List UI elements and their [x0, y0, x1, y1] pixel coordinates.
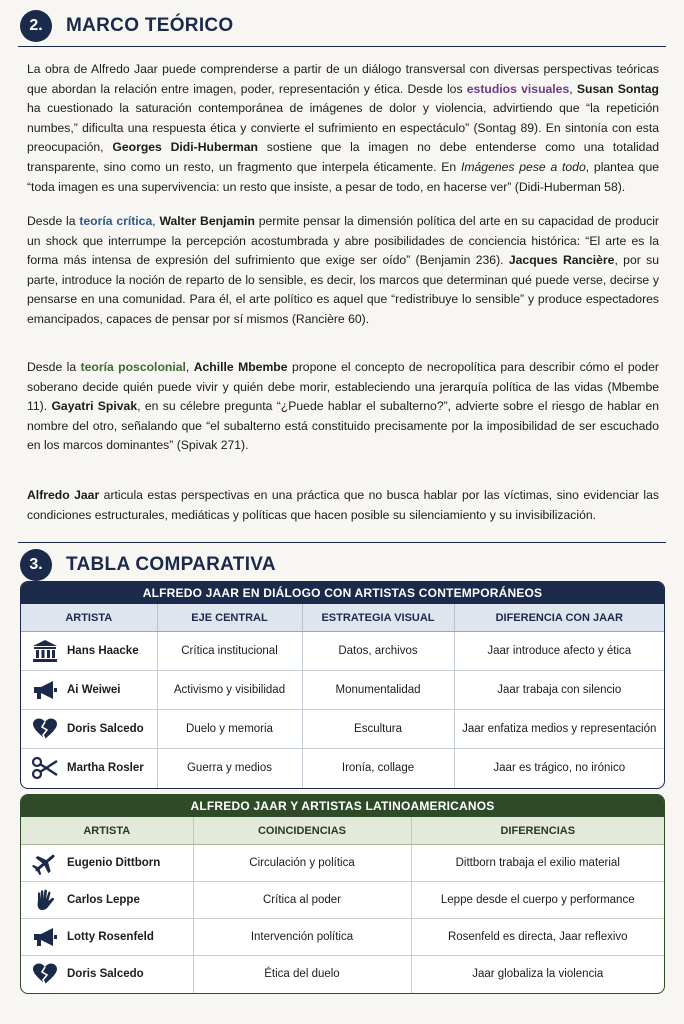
cell: Jaar trabaja con silencio: [454, 671, 664, 710]
section-2-header: [18, 10, 666, 47]
cell: Activismo y visibilidad: [157, 671, 302, 710]
table-row: [21, 956, 664, 993]
paragraph-jaar-summary: [27, 486, 659, 525]
cell: Leppe desde el cuerpo y performance: [411, 882, 664, 919]
artist-name: Eugenio Dittborn: [67, 857, 161, 869]
airplane-icon: [31, 851, 59, 875]
text: , plantea que “toda imagen es una supervivencia: un resto que insiste, a pesar de todo, en hacerse ver” (Didi-Huberman 58).: [27, 159, 660, 194]
cell: Dittborn trabaja el exilio material: [411, 845, 664, 882]
cell: Datos, archivos: [302, 632, 454, 671]
column-header: COINCIDENCIAS: [193, 817, 411, 845]
broken-heart-icon: [31, 717, 59, 741]
table-row: [21, 749, 664, 788]
paragraph-visual-studies: [27, 60, 659, 197]
paragraph-critical-theory: [27, 212, 659, 330]
section-3-header: [18, 542, 666, 577]
cell: Crítica al poder: [193, 882, 411, 919]
scissors-icon: [31, 756, 59, 780]
text: Desde la: [27, 214, 80, 228]
table-row: [21, 845, 664, 882]
table-row: [21, 882, 664, 919]
column-header: ESTRATEGIA VISUAL: [302, 604, 454, 632]
table: [21, 817, 664, 993]
name-benjamin: Walter Benjamin: [159, 214, 255, 228]
artist-name: Doris Salcedo: [67, 968, 144, 981]
cell: Guerra y medios: [157, 749, 302, 788]
artist-cell: [21, 710, 157, 749]
name-spivak: Gayatri Spivak: [51, 399, 138, 414]
artist-name: Doris Salcedo: [67, 723, 144, 735]
artist-cell: [21, 632, 157, 671]
table-banner: ALFREDO JAAR Y ARTISTAS LATINOAMERICANOS: [21, 795, 664, 817]
cell: Duelo y memoria: [157, 710, 302, 749]
section-title: MARCO TEÓRICO: [66, 15, 234, 36]
megaphone-icon: [31, 925, 59, 949]
artist-cell: [21, 882, 193, 919]
text: , por su parte, introduce la noción de reparto de lo sensible, es decir, los marcos que determinan qué puede verse, decirse y pensarse en una comunidad. Para él, el arte político es aquel que “redistribuye lo sensible” y produce espectadores emancipados, capaces de pensar por sí mismos (Rancière 60).: [27, 253, 660, 326]
section-number-badge: 2.: [20, 10, 52, 42]
cell: Monumentalidad: [302, 671, 454, 710]
text: articula estas perspectivas en una práctica que no busca hablar por las víctimas, sino evidenciar las condiciones estructurales, mediáticas y políticas que hacen posible su silenciamiento y su invisibilización.: [27, 488, 659, 522]
name-didi-huberman: Georges Didi-Huberman: [112, 140, 258, 155]
cell: Ética del duelo: [193, 956, 411, 993]
text: , en su célebre pregunta “¿Puede hablar el subalterno?”, advierte sobre el riesgo de hablar en nombre del otro, señalando que “el subalterno está constituido precisamente por la imposibilidad de ser escuchado en los marcos dominantes” (Spivak 271).: [27, 399, 659, 453]
table-row: [21, 632, 664, 671]
artist-cell: [21, 749, 157, 788]
keyword-teoria-critica: teoría crítica: [79, 214, 153, 228]
cell: Jaar es trágico, no irónico: [493, 762, 626, 775]
table-row: [21, 710, 664, 749]
column-header: DIFERENCIA CON JAAR: [454, 604, 664, 632]
name-ranciere: Jacques Rancière: [508, 253, 615, 268]
artist-cell: [21, 671, 157, 710]
text: ,: [152, 214, 160, 228]
table-contemporary-artists: [20, 581, 665, 789]
name-mbembe: Achille Mbembe: [193, 360, 288, 374]
artist-cell: [21, 919, 193, 956]
book-title: Imágenes pese a todo: [460, 159, 586, 174]
cell: Jaar enfatiza medios y representación: [454, 710, 664, 749]
table-banner: ALFREDO JAAR EN DIÁLOGO CON ARTISTAS CONTEMPORÁNEOS: [21, 582, 664, 604]
cell: Crítica institucional: [157, 632, 302, 671]
text: ha cuestionado la saturación contemporánea de imágenes de dolor y violencia, advirtiendo que “la repetición numbes,” dificulta una respuesta ética y convierte el sufrimiento en espectáculo” (Sontag 89). En sintonía con esta preocupación,: [27, 101, 659, 155]
column-header: ARTISTA: [21, 604, 157, 632]
cell: Rosenfeld es directa, Jaar reflexivo: [411, 919, 664, 956]
artist-name: Lotty Rosenfeld: [67, 931, 154, 943]
paragraph-postcolonial: [27, 358, 659, 456]
keyword-estudios-visuales: estudios visuales: [466, 81, 570, 96]
artist-name: Carlos Leppe: [67, 894, 140, 906]
cell: Circulación y política: [193, 845, 411, 882]
name-sontag: Susan Sontag: [576, 81, 660, 96]
artist-cell: [21, 956, 193, 993]
column-header: DIFERENCIAS: [411, 817, 664, 845]
cell: Jaar introduce afecto y ética: [454, 632, 664, 671]
text: ,: [569, 81, 577, 96]
cell: Escultura: [302, 710, 454, 749]
cell: Jaar globaliza la violencia: [472, 968, 604, 981]
section-number-badge: 3.: [20, 549, 52, 581]
text: Desde la: [27, 360, 81, 374]
text: permite pensar la dimensión política del arte en su capacidad de producir un shock que interrumpe la percepción acostumbrada y abre posibilidades de conciencia histórica: “El arte es la forma más intensa de expresión del sufrimiento que exige ser oído” (Benjamin 236).: [27, 214, 659, 268]
megaphone-icon: [31, 678, 59, 702]
table-latin-american-artists: [20, 794, 665, 994]
table-row: [21, 671, 664, 710]
text: La obra de Alfredo Jaar puede comprenderse a partir de un diálogo transversal con diversas perspectivas teóricas que abordan la relación entre imagen, poder, representación y ética. Desde los: [27, 62, 659, 96]
artist-name: Hans Haacke: [67, 645, 139, 657]
museum-icon: [31, 639, 59, 663]
table: [21, 604, 664, 788]
table-row: [21, 919, 664, 956]
artist-cell: [21, 845, 193, 882]
column-header: EJE CENTRAL: [157, 604, 302, 632]
column-header: ARTISTA: [21, 817, 193, 845]
cell: Intervención política: [193, 919, 411, 956]
text: ,: [185, 360, 194, 374]
artist-name: Ai Weiwei: [67, 684, 121, 696]
section-title: TABLA COMPARATIVA: [66, 554, 276, 575]
broken-heart-icon: [31, 962, 59, 986]
text: sostiene que la imagen no debe entenderse como una totalidad transparente, sino como un resto, un fragmento que interpela éticamente. En: [27, 140, 659, 174]
keyword-teoria-poscolonial: teoría poscolonial: [80, 360, 186, 374]
hand-icon: [31, 888, 59, 912]
artist-name: Martha Rosler: [67, 762, 144, 775]
text: propone el concepto de necropolítica para describir cómo el poder soberano decide quién puede vivir y quién debe morir, estableciendo una jerarquía política de las vidas (Mbembe 11).: [27, 360, 659, 414]
name-jaar: Alfredo Jaar: [27, 488, 100, 502]
cell: Ironía, collage: [302, 749, 454, 788]
